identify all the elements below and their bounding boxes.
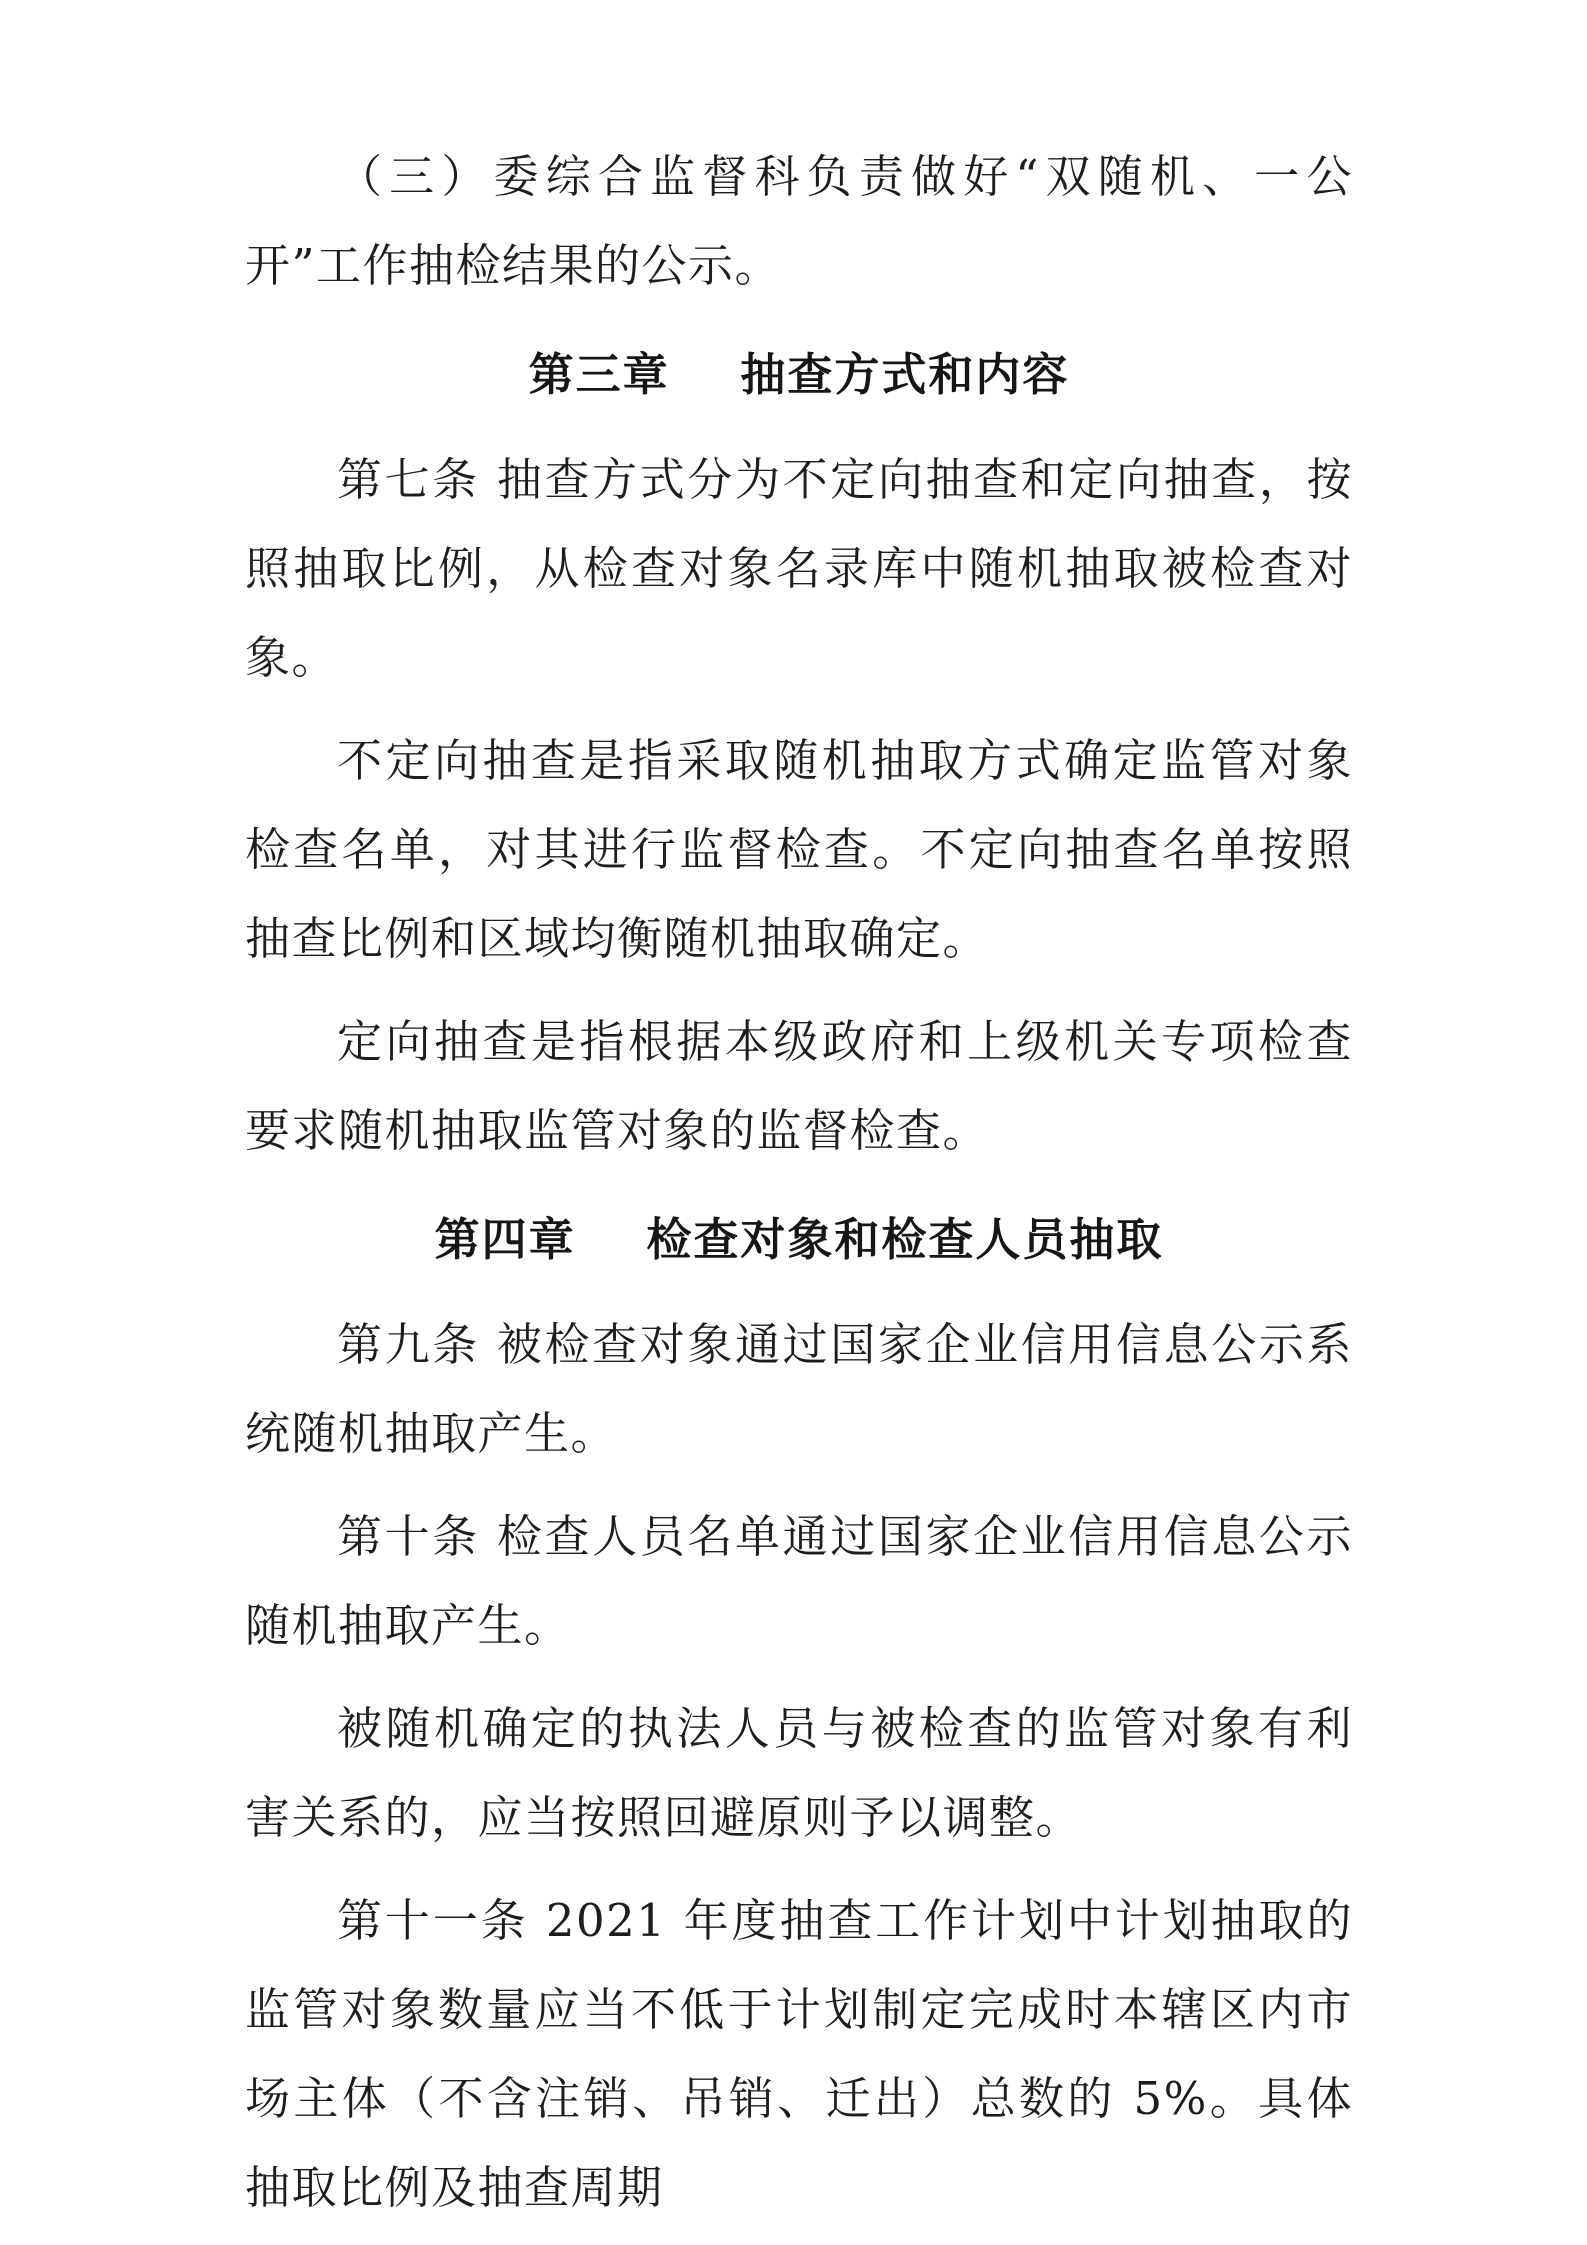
article-ten-paragraph: 第十条 检查人员名单通过国家企业信用信息公示随机抽取产生。	[245, 1510, 1353, 1652]
document-text-column	[245, 132, 1353, 2232]
paragraph-spacer	[245, 1670, 1353, 1684]
article-nine-paragraph: 第九条 被检查对象通过国家企业信用信息公示系统随机抽取产生。	[245, 1318, 1353, 1460]
chapter-heading-three-wrap	[245, 314, 1353, 435]
article-eleven-paragraph: 第十一条 2021 年度抽查工作计划中计划抽取的监管对象数量应当不低于计划制定完成时本辖区内市场主体（不含注销、吊销、迁出）总数的 5%。具体抽取比例及抽查周期	[245, 1894, 1353, 2214]
chapter-heading-four: 第四章 检查对象和检查人员抽取	[434, 1213, 1164, 1266]
paragraph-spacer	[245, 983, 1353, 997]
recusal-paragraph: 被随机确定的执法人员与被检查的监管对象有利害关系的，应当按照回避原则予以调整。	[245, 1702, 1353, 1844]
directed-inspection-paragraph: 定向抽查是指根据本级政府和上级机关专项检查要求随机抽取监管对象的监督检查。	[245, 1015, 1353, 1157]
chapter-heading-four-wrap	[245, 1179, 1353, 1300]
paragraph-spacer	[245, 702, 1353, 716]
paragraph-item-three: （三）委综合监督科负责做好“双随机、一公开”工作抽检结果的公示。	[245, 150, 1353, 292]
undirected-inspection-paragraph: 不定向抽查是指采取随机抽取方式确定监管对象检查名单，对其进行监督检查。不定向抽查名单按照抽查比例和区域均衡随机抽取确定。	[245, 734, 1353, 965]
paragraph-spacer	[245, 1478, 1353, 1492]
chapter-heading-three: 第三章 抽查方式和内容	[528, 348, 1070, 401]
paragraph-spacer	[245, 1862, 1353, 1876]
article-seven-paragraph: 第七条 抽查方式分为不定向抽查和定向抽查，按照抽取比例，从检查对象名录库中随机抽取被检查对象。	[245, 453, 1353, 684]
